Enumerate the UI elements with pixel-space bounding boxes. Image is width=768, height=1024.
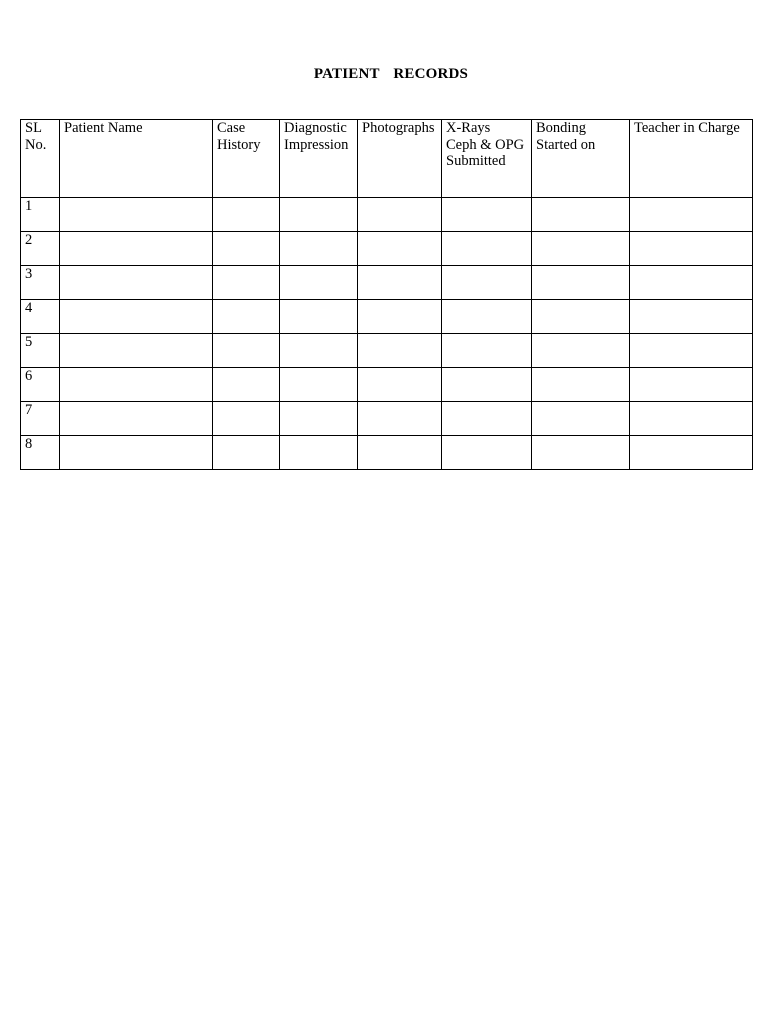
cell-case-history — [213, 334, 280, 368]
cell-case-history — [213, 266, 280, 300]
cell-diagnostic-impression — [280, 402, 358, 436]
header-diagnostic-impression-line: Diagnostic — [284, 120, 347, 136]
cell-xrays — [442, 334, 532, 368]
header-sl-no — [21, 120, 60, 198]
cell-diagnostic-impression — [280, 436, 358, 470]
cell-teacher-in-charge — [630, 232, 753, 266]
cell-teacher-in-charge — [630, 266, 753, 300]
header-row — [21, 120, 753, 198]
cell-bonding-started-on — [532, 232, 630, 266]
header-bonding-started-on — [532, 120, 630, 198]
cell-sl-no: 5 — [21, 334, 60, 368]
header-patient-name-line: Patient Name — [64, 120, 143, 136]
header-xrays — [442, 120, 532, 198]
cell-diagnostic-impression — [280, 300, 358, 334]
cell-sl-no: 8 — [21, 436, 60, 470]
cell-sl-no: 3 — [21, 266, 60, 300]
header-bonding-started-on-line: Bonding — [536, 120, 586, 136]
cell-case-history — [213, 368, 280, 402]
header-case-history-line: History — [217, 136, 261, 153]
cell-patient-name — [60, 266, 213, 300]
cell-photographs — [358, 266, 442, 300]
table-row — [21, 300, 753, 334]
header-diagnostic-impression-line: Impression — [284, 136, 349, 153]
cell-diagnostic-impression — [280, 266, 358, 300]
cell-diagnostic-impression — [280, 368, 358, 402]
cell-photographs — [358, 334, 442, 368]
cell-case-history — [213, 198, 280, 232]
table-row — [21, 368, 753, 402]
cell-photographs — [358, 368, 442, 402]
cell-bonding-started-on — [532, 266, 630, 300]
cell-teacher-in-charge — [630, 368, 753, 402]
cell-bonding-started-on — [532, 402, 630, 436]
cell-patient-name — [60, 198, 213, 232]
cell-patient-name — [60, 436, 213, 470]
table-row — [21, 402, 753, 436]
cell-teacher-in-charge — [630, 402, 753, 436]
header-photographs — [358, 120, 442, 198]
cell-diagnostic-impression — [280, 198, 358, 232]
cell-sl-no: 1 — [21, 198, 60, 232]
cell-sl-no: 7 — [21, 402, 60, 436]
cell-diagnostic-impression — [280, 232, 358, 266]
cell-sl-no: 6 — [21, 368, 60, 402]
table-row — [21, 266, 753, 300]
cell-teacher-in-charge — [630, 334, 753, 368]
cell-teacher-in-charge — [630, 436, 753, 470]
cell-xrays — [442, 266, 532, 300]
cell-xrays — [442, 402, 532, 436]
header-diagnostic-impression — [280, 120, 358, 198]
cell-xrays — [442, 232, 532, 266]
cell-photographs — [358, 198, 442, 232]
cell-xrays — [442, 368, 532, 402]
cell-bonding-started-on — [532, 436, 630, 470]
header-case-history — [213, 120, 280, 198]
cell-xrays — [442, 300, 532, 334]
header-xrays-line: Submitted — [446, 153, 506, 169]
cell-xrays — [442, 198, 532, 232]
cell-teacher-in-charge — [630, 300, 753, 334]
table-row — [21, 334, 753, 368]
cell-patient-name — [60, 334, 213, 368]
cell-teacher-in-charge — [630, 198, 753, 232]
cell-photographs — [358, 402, 442, 436]
cell-case-history — [213, 232, 280, 266]
cell-sl-no: 2 — [21, 232, 60, 266]
cell-bonding-started-on — [532, 368, 630, 402]
table-row — [21, 232, 753, 266]
cell-patient-name — [60, 402, 213, 436]
cell-bonding-started-on — [532, 300, 630, 334]
cell-sl-no: 4 — [21, 300, 60, 334]
cell-patient-name — [60, 300, 213, 334]
patient-records-table — [20, 119, 753, 470]
table-row — [21, 198, 753, 232]
header-sl-no-line: SL — [25, 120, 42, 136]
cell-photographs — [358, 300, 442, 334]
header-xrays-line: X-Rays — [446, 120, 491, 136]
cell-case-history — [213, 436, 280, 470]
header-case-history-line: Case — [217, 120, 246, 136]
cell-patient-name — [60, 232, 213, 266]
cell-case-history — [213, 300, 280, 334]
table-row — [21, 436, 753, 470]
cell-photographs — [358, 232, 442, 266]
header-photographs-line: Photographs — [362, 120, 435, 136]
cell-photographs — [358, 436, 442, 470]
cell-xrays — [442, 436, 532, 470]
cell-diagnostic-impression — [280, 334, 358, 368]
page-title: PATIENT RECORDS — [313, 66, 469, 82]
header-sl-no-line: No. — [25, 136, 47, 153]
header-teacher-in-charge-line: Teacher in Charge — [634, 120, 740, 136]
header-xrays-line: Ceph & OPG — [446, 136, 525, 153]
header-bonding-started-on-line: Started on — [536, 136, 596, 153]
cell-bonding-started-on — [532, 334, 630, 368]
cell-bonding-started-on — [532, 198, 630, 232]
header-patient-name — [60, 120, 213, 198]
cell-case-history — [213, 402, 280, 436]
cell-patient-name — [60, 368, 213, 402]
header-teacher-in-charge — [630, 120, 753, 198]
